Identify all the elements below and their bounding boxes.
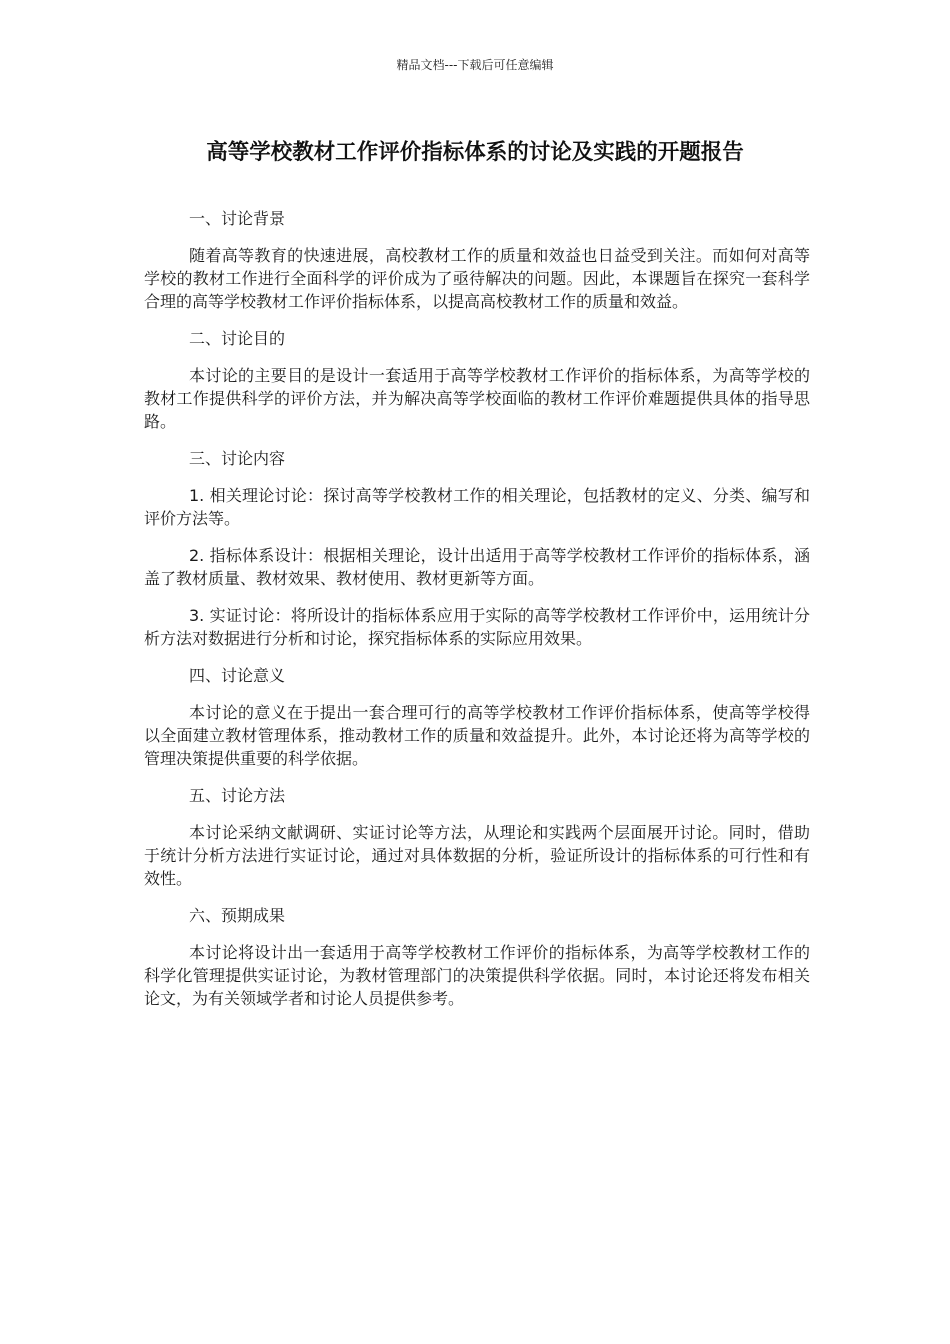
paragraph-background: 随着高等教育的快速进展，高校教材工作的质量和效益也日益受到关注。而如何对高等学校的教材工作进行全面科学的评价成为了亟待解决的问题。因此，本课题旨在探究一套科学合理的高等学校教材工作评价指标体系，以提高高校教材工作的质量和效益。 [144,246,810,311]
paragraph-significance: 本讨论的意义在于提出一套合理可行的高等学校教材工作评价指标体系，使高等学校得以全面建立教材管理体系，推动教材工作的质量和效益提升。此外，本讨论还将为高等学校的管理决策提供重要的科学依据。 [144,703,810,768]
section-heading-outcomes: 六、预期成果 [189,906,286,925]
document-body [144,207,810,1024]
paragraph-content-item-3: 3. 实证讨论：将所设计的指标体系应用于实际的高等学校教材工作评价中，运用统计分析方法对数据进行分析和讨论，探究指标体系的实际应用效果。 [144,606,810,648]
section-heading-significance: 四、讨论意义 [189,666,286,685]
paragraph-purpose: 本讨论的主要目的是设计一套适用于高等学校教材工作评价的指标体系，为高等学校的教材工作提供科学的评价方法，并为解决高等学校面临的教材工作评价难题提供具体的指导思路。 [144,366,810,431]
paragraph-outcomes: 本讨论将设计出一套适用于高等学校教材工作评价的指标体系，为高等学校教材工作的科学化管理提供实证讨论，为教材管理部门的决策提供科学依据。同时，本讨论还将发布相关论文，为有关领域学者和讨论人员提供参考。 [144,943,810,1008]
section-heading-methods: 五、讨论方法 [189,786,286,805]
section-heading-content: 三、讨论内容 [189,449,286,468]
paragraph-content-item-2: 2. 指标体系设计：根据相关理论，设计出适用于高等学校教材工作评价的指标体系，涵盖了教材质量、教材效果、教材使用、教材更新等方面。 [144,546,810,588]
section-heading-background: 一、讨论背景 [189,209,286,228]
header-note: 精品文档---下载后可任意编辑 [396,58,554,72]
section-heading-purpose: 二、讨论目的 [189,329,286,348]
paragraph-content-item-1: 1. 相关理论讨论：探讨高等学校教材工作的相关理论，包括教材的定义、分类、编写和评价方法等。 [144,486,810,528]
paragraph-methods: 本讨论采纳文献调研、实证讨论等方法，从理论和实践两个层面展开讨论。同时，借助于统计分析方法进行实证讨论，通过对具体数据的分析，验证所设计的指标体系的可行性和有效性。 [144,823,810,888]
document-title: 高等学校教材工作评价指标体系的讨论及实践的开题报告 [206,140,744,165]
